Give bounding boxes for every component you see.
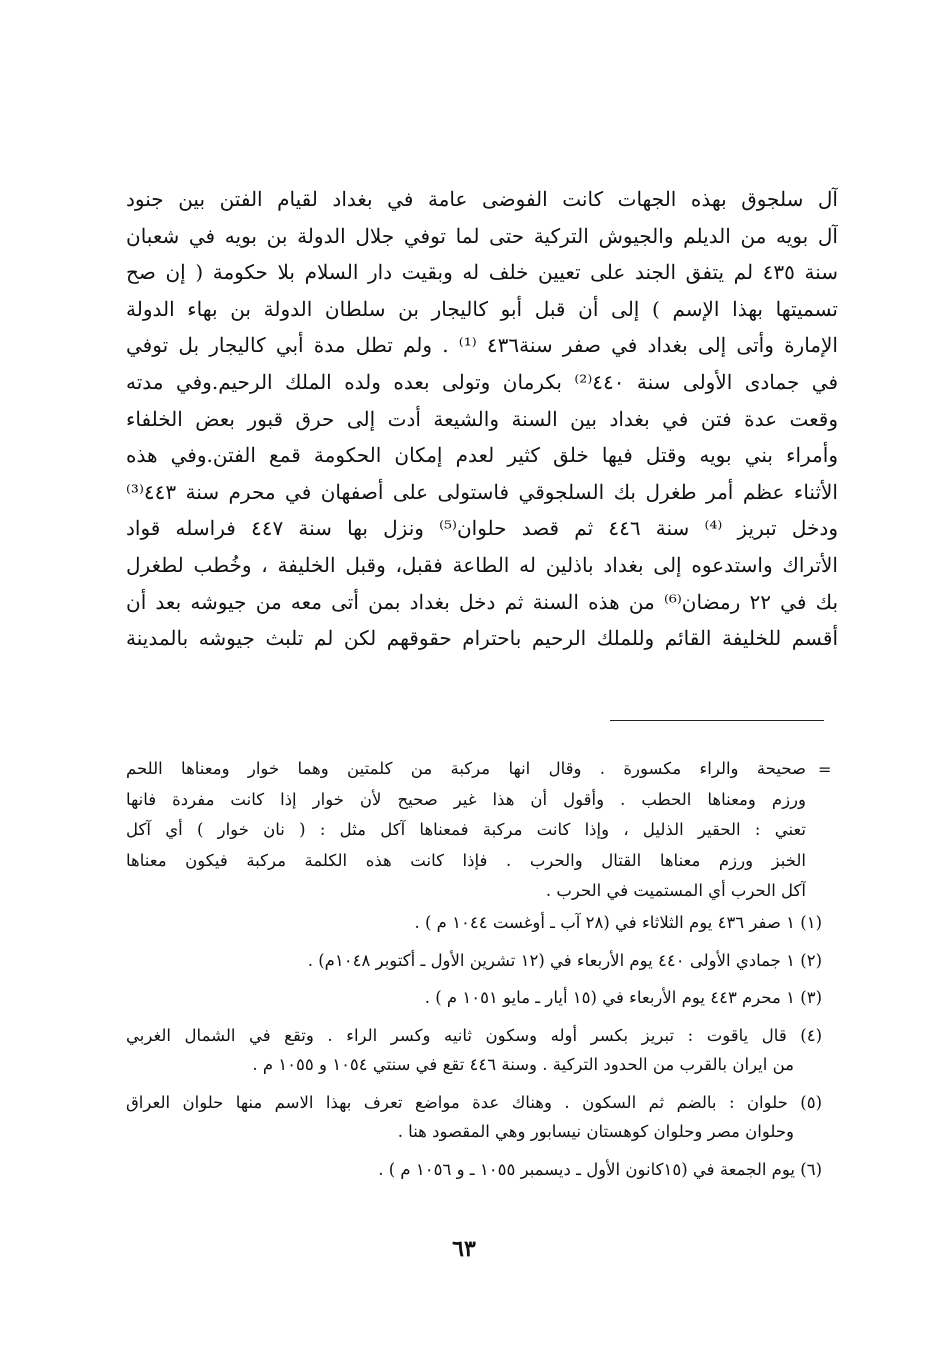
footnote-line: وحلوان مصر وحلوان كوهستان نيسابور وهي المقصود هنا . xyxy=(397,1122,794,1141)
main-text-line: آل بويه من الديلم والجيوش التركية حتى لما توفي جلال الدولة بن بويه في شعبان xyxy=(126,223,838,248)
page-number: ٦٣ xyxy=(452,1236,476,1262)
carried-footnote-line: ورزم ومعناها الحطب . وأقول أن هذا غير صحيح لأن خوار إذا كانت مفردة فانها xyxy=(126,789,806,809)
main-text-line: في جمادى الأولى سنة ٤٤٠⁽²⁾ بكرمان وتولى بعده ولده الملك الرحيم.وفي مدته xyxy=(126,369,838,394)
footnote-3 xyxy=(126,983,822,1013)
carried-footnote-line: تعني : الحقير الذليل ، وإذا كانت مركبة فمعناها آكل مثل : ( نان خوار ) أي آكل xyxy=(126,820,806,840)
footnote-line: (١) ١ صفر ٤٣٦ يوم الثلاثاء في (٢٨ آب ـ أوغست ١٠٤٤ م ) . xyxy=(414,913,822,932)
main-text-line: وأمراء بني بويه وقتل فيها خلق كثير لعدم إمكان الحكومة قمع الفتن.وفي هذه xyxy=(126,443,838,468)
main-text-line: ودخل تبريز ⁽⁴⁾ سنة ٤٤٦ ثم قصد حلوان⁽⁵⁾ ونزل بها سنة ٤٤٧ فراسله قواد xyxy=(126,516,838,541)
main-text-line: الإمارة وأتى إلى بغداد في صفر سنة٤٣٦ ⁽¹⁾ . ولم تطل مدة أبي كاليجار بل توفي xyxy=(126,333,838,358)
footnote-line: (٦) يوم الجمعة في (١٥كانون الأول ـ ديسمبر ١٠٥٥ ـ و ١٠٥٦ م ) . xyxy=(378,1159,822,1179)
footnote-4 xyxy=(126,1021,822,1080)
carried-footnote-line: صحيحة والراء مكسورة . وقال انها مركبة من كلمتين وهما خوار ومعناها اللحم xyxy=(126,759,806,778)
footnote-line: (٤) قال ياقوت : تبريز بكسر أوله وسكون ثانيه وكسر الراء . وتقع في الشمال الغربي xyxy=(126,1025,822,1045)
carried-footnote xyxy=(126,754,806,907)
main-text-line: بك في ٢٢ رمضان⁽⁶⁾ من هذه السنة ثم دخل بغداد بمن أتى معه من جيوشه بعد أن xyxy=(126,589,838,614)
main-text-body xyxy=(126,181,838,657)
footnote-line: من ايران بالقرب من الحدود التركية . وسنة ٤٤٦ تقع في سنتي ١٠٥٤ و ١٠٥٥ م . xyxy=(252,1055,794,1074)
footnote-6 xyxy=(126,1155,822,1185)
footnote-2 xyxy=(126,946,822,976)
main-text-line: سنة ٤٣٥ لم يتفق الجند على تعيين خلف له وبقيت دار السلام بلا حكومة ( إن صح xyxy=(126,260,838,285)
main-text-line: تسميتها بهذا الإسم ) إلى أن قبل أبو كاليجار بن سلطان الدولة بن بهاء الدولة xyxy=(126,296,838,321)
footnote-line: (٣) ١ محرم ٤٤٣ يوم الأربعاء في (١٥ أيار ـ مايو ١٠٥١ م ) . xyxy=(424,988,822,1007)
carried-footnote-line: الخبز ورزم معناها القتال والحرب . فإذا كانت هذه الكلمة مركبة فيكون معناها xyxy=(126,850,806,870)
footnote-1 xyxy=(126,908,822,938)
footnote-line: (٥) حلوان : بالضم ثم السكون . وهناك عدة مواضع تعرف بهذا الاسم منها حلوان العراق xyxy=(126,1092,822,1112)
main-text-line: الأثناء عظم أمر طغرل بك السلجوقي فاستولى على أصفهان في محرم سنة ٤٤٣⁽³⁾ xyxy=(126,479,838,504)
footnote-line: (٢) ١ جمادي الأولى ٤٤٠ يوم الأربعاء في (١٢ تشرين الأول ـ أكتوبر ١٠٤٨م) . xyxy=(307,950,822,970)
footnote-5 xyxy=(126,1088,822,1147)
main-text-line: أقسم للخليفة القائم وللملك الرحيم باحترام حقوقهم لكن لم تلبث جيوشه بالمدينة xyxy=(126,626,838,651)
main-text-line: وقعت عدة فتن في بغداد بين السنة والشيعة أدت إلى حرق قبور بعض الخلفاء xyxy=(126,406,838,431)
main-text-line: الأتراك واستدعوه إلى بغداد باذلين له الطاعة فقبل، وقبل الخليفة ، وخُطب لطغرل xyxy=(126,552,838,577)
carried-footnote-line: آكل الحرب أي المستميت في الحرب . xyxy=(545,881,806,901)
continuation-mark: = xyxy=(818,760,832,779)
main-text-line: آل سلجوق بهذه الجهات كانت الفوضى عامة في بغداد لقيام الفتن بين جنود xyxy=(126,187,838,211)
footnote-separator xyxy=(610,720,824,721)
footnotes-list xyxy=(126,908,822,1192)
